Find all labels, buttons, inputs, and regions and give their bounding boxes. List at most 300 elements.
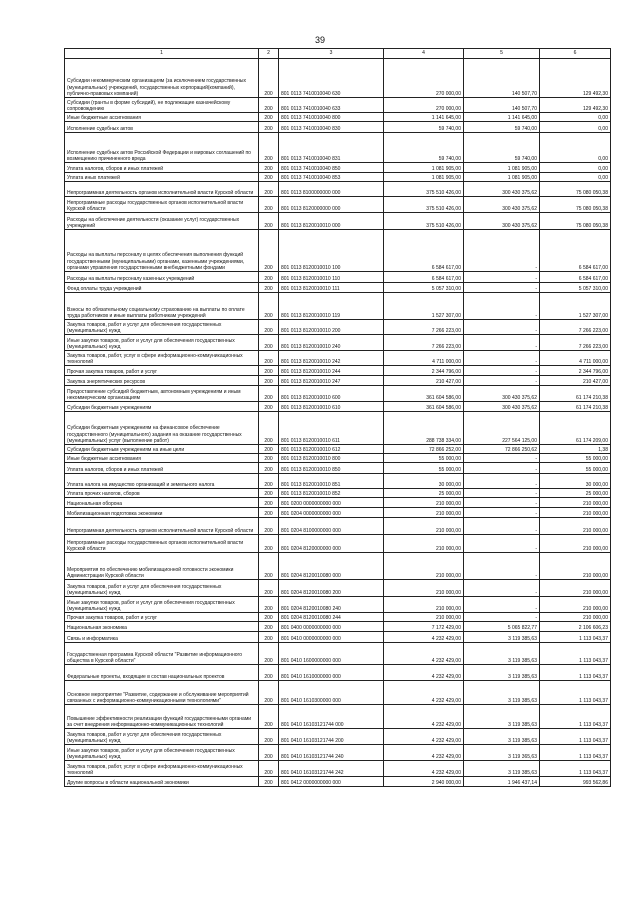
cell-unexecuted-amount: 6 584 617,00 bbox=[540, 272, 611, 283]
cell-executed-amount: 227 564 125,00 bbox=[464, 412, 540, 445]
cell-executed-amount: 3 119 385,63 bbox=[464, 681, 540, 705]
cell-unexecuted-amount: 993 562,86 bbox=[540, 777, 611, 787]
cell-classification-code: 801 0113 7410010040 831 bbox=[279, 133, 384, 163]
cell-classification-code: 801 0410 1610300000 000 bbox=[279, 681, 384, 705]
table-row bbox=[65, 632, 611, 643]
cell-name: Предоставление субсидий бюджетным, автономным учреждениям и иным некоммерческим организациям bbox=[65, 386, 259, 402]
cell-approved-amount: 55 000,00 bbox=[384, 454, 464, 463]
cell-code: 200 bbox=[259, 412, 279, 445]
cell-classification-code: 801 0113 8120010010 242 bbox=[279, 351, 384, 366]
table-row bbox=[65, 761, 611, 777]
cell-classification-code: 801 0410 16103121744 000 bbox=[279, 705, 384, 729]
cell-code: 200 bbox=[259, 454, 279, 463]
cell-code: 200 bbox=[259, 59, 279, 98]
cell-unexecuted-amount: 61 174 209,00 bbox=[540, 412, 611, 445]
cell-approved-amount: 375 510 426,00 bbox=[384, 213, 464, 230]
cell-code: 200 bbox=[259, 745, 279, 761]
cell-executed-amount: - bbox=[464, 553, 540, 580]
cell-code: 200 bbox=[259, 293, 279, 320]
cell-approved-amount: 4 232 429,00 bbox=[384, 643, 464, 665]
table-row bbox=[65, 705, 611, 729]
cell-executed-amount: 1 141 645,00 bbox=[464, 113, 540, 122]
cell-unexecuted-amount: 0,00 bbox=[540, 113, 611, 122]
table-row bbox=[65, 335, 611, 351]
cell-code: 200 bbox=[259, 498, 279, 508]
cell-classification-code: 801 0113 7410010040 800 bbox=[279, 113, 384, 122]
cell-executed-amount: 300 430 375,62 bbox=[464, 402, 540, 412]
table-row bbox=[65, 681, 611, 705]
cell-classification-code: 801 0113 8120010010 852 bbox=[279, 489, 384, 498]
cell-classification-code: 801 0204 8120000000 000 bbox=[279, 535, 384, 553]
cell-code: 200 bbox=[259, 122, 279, 133]
header-col-2: 2 bbox=[259, 49, 279, 59]
cell-code: 200 bbox=[259, 489, 279, 498]
cell-executed-amount: - bbox=[464, 498, 540, 508]
cell-approved-amount: 2 940 000,00 bbox=[384, 777, 464, 787]
cell-approved-amount: 4 232 429,00 bbox=[384, 705, 464, 729]
cell-approved-amount: 270 000,00 bbox=[384, 98, 464, 113]
table-row bbox=[65, 553, 611, 580]
cell-code: 200 bbox=[259, 113, 279, 122]
table-row bbox=[65, 293, 611, 320]
cell-approved-amount: 7 266 223,00 bbox=[384, 320, 464, 335]
cell-approved-amount: 30 000,00 bbox=[384, 474, 464, 489]
table-row bbox=[65, 213, 611, 230]
cell-executed-amount: 59 740,00 bbox=[464, 122, 540, 133]
cell-executed-amount: 300 430 375,62 bbox=[464, 182, 540, 197]
cell-executed-amount: 72 866 250,62 bbox=[464, 445, 540, 454]
cell-executed-amount: - bbox=[464, 489, 540, 498]
table-row bbox=[65, 113, 611, 122]
cell-code: 200 bbox=[259, 665, 279, 681]
cell-approved-amount: 210 000,00 bbox=[384, 580, 464, 597]
cell-executed-amount: - bbox=[464, 580, 540, 597]
cell-classification-code: 801 0204 0000000000 000 bbox=[279, 508, 384, 518]
cell-classification-code: 801 0204 8120010080 200 bbox=[279, 580, 384, 597]
cell-code: 200 bbox=[259, 366, 279, 376]
cell-code: 200 bbox=[259, 376, 279, 386]
cell-executed-amount: 3 119 385,63 bbox=[464, 705, 540, 729]
cell-unexecuted-amount: 4 711 000,00 bbox=[540, 351, 611, 366]
cell-code: 200 bbox=[259, 761, 279, 777]
table-row bbox=[65, 412, 611, 445]
cell-code: 200 bbox=[259, 283, 279, 293]
cell-approved-amount: 288 738 334,00 bbox=[384, 412, 464, 445]
cell-executed-amount: 3 119 385,63 bbox=[464, 632, 540, 643]
table-row bbox=[65, 197, 611, 213]
cell-approved-amount: 1 141 645,00 bbox=[384, 113, 464, 122]
table-row bbox=[65, 402, 611, 412]
cell-name: Уплата налога на имущество организаций и земельного налога bbox=[65, 474, 259, 489]
cell-approved-amount: 6 584 617,00 bbox=[384, 230, 464, 272]
cell-executed-amount: 140 507,70 bbox=[464, 98, 540, 113]
cell-executed-amount: - bbox=[464, 230, 540, 272]
cell-unexecuted-amount: 210 000,00 bbox=[540, 535, 611, 553]
cell-name: Субсидии (гранты в форме субсидий), не подлежащие казначейскому сопровождению bbox=[65, 98, 259, 113]
cell-code: 200 bbox=[259, 320, 279, 335]
cell-name: Закупка товаров, работ и услуг для обеспечения государственных (муниципальных) нужд bbox=[65, 320, 259, 335]
cell-executed-amount: 3 119 365,63 bbox=[464, 745, 540, 761]
cell-name: Исполнение судебных актов bbox=[65, 122, 259, 133]
cell-executed-amount: 1 946 437,14 bbox=[464, 777, 540, 787]
cell-unexecuted-amount: 61 174 210,38 bbox=[540, 386, 611, 402]
cell-name: Прочая закупка товаров, работ и услуг bbox=[65, 613, 259, 622]
cell-unexecuted-amount: 0,00 bbox=[540, 133, 611, 163]
cell-unexecuted-amount: 1 113 043,37 bbox=[540, 665, 611, 681]
cell-unexecuted-amount: 6 584 617,00 bbox=[540, 230, 611, 272]
cell-name: Иные бюджетные ассигнования bbox=[65, 454, 259, 463]
cell-code: 200 bbox=[259, 518, 279, 535]
cell-code: 200 bbox=[259, 197, 279, 213]
table-row bbox=[65, 386, 611, 402]
cell-executed-amount: - bbox=[464, 454, 540, 463]
cell-classification-code: 801 0113 8120010010 612 bbox=[279, 445, 384, 454]
cell-executed-amount: - bbox=[464, 518, 540, 535]
cell-code: 200 bbox=[259, 173, 279, 182]
cell-approved-amount: 375 510 426,00 bbox=[384, 182, 464, 197]
header-col-4: 4 bbox=[384, 49, 464, 59]
cell-code: 200 bbox=[259, 335, 279, 351]
cell-code: 200 bbox=[259, 351, 279, 366]
cell-executed-amount: 3 119 385,63 bbox=[464, 729, 540, 745]
cell-executed-amount: 59 740,00 bbox=[464, 133, 540, 163]
cell-executed-amount: 1 081 905,00 bbox=[464, 163, 540, 173]
table-row bbox=[65, 173, 611, 182]
cell-code: 200 bbox=[259, 182, 279, 197]
table-row bbox=[65, 535, 611, 553]
cell-code: 200 bbox=[259, 508, 279, 518]
cell-approved-amount: 361 604 586,00 bbox=[384, 402, 464, 412]
cell-approved-amount: 4 232 429,00 bbox=[384, 745, 464, 761]
header-col-3: 3 bbox=[279, 49, 384, 59]
cell-name: Уплата прочих налогов, сборов bbox=[65, 489, 259, 498]
cell-approved-amount: 210 000,00 bbox=[384, 613, 464, 622]
cell-name: Расходы на обеспечение деятельности (оказание услуг) государственных учреждений bbox=[65, 213, 259, 230]
cell-approved-amount: 2 344 796,00 bbox=[384, 366, 464, 376]
table-row bbox=[65, 133, 611, 163]
cell-classification-code: 801 0204 8120010080 244 bbox=[279, 613, 384, 622]
cell-classification-code: 801 0113 7410010040 830 bbox=[279, 122, 384, 133]
cell-approved-amount: 72 866 252,00 bbox=[384, 445, 464, 454]
cell-classification-code: 801 0204 8120010080 240 bbox=[279, 597, 384, 613]
table-row bbox=[65, 745, 611, 761]
cell-code: 200 bbox=[259, 230, 279, 272]
cell-approved-amount: 5 057 310,00 bbox=[384, 283, 464, 293]
cell-classification-code: 801 0410 16103121744 240 bbox=[279, 745, 384, 761]
cell-executed-amount: 300 430 375,62 bbox=[464, 213, 540, 230]
table-row bbox=[65, 98, 611, 113]
cell-code: 200 bbox=[259, 553, 279, 580]
cell-classification-code: 801 0113 8120010010 111 bbox=[279, 283, 384, 293]
cell-classification-code: 801 0113 8120000000 000 bbox=[279, 197, 384, 213]
cell-approved-amount: 55 000,00 bbox=[384, 463, 464, 474]
cell-name: Иные бюджетные ассигнования bbox=[65, 113, 259, 122]
cell-executed-amount: 3 119 385,63 bbox=[464, 665, 540, 681]
table-row bbox=[65, 122, 611, 133]
table-row bbox=[65, 643, 611, 665]
cell-code: 200 bbox=[259, 163, 279, 173]
cell-approved-amount: 210 000,00 bbox=[384, 535, 464, 553]
cell-code: 200 bbox=[259, 643, 279, 665]
cell-approved-amount: 270 000,00 bbox=[384, 59, 464, 98]
cell-code: 200 bbox=[259, 535, 279, 553]
cell-name: Иные закупки товаров, работ и услуг для обеспечения государственных (муниципальных) нужд bbox=[65, 597, 259, 613]
cell-unexecuted-amount: 5 057 310,00 bbox=[540, 283, 611, 293]
cell-code: 200 bbox=[259, 213, 279, 230]
cell-code: 200 bbox=[259, 580, 279, 597]
cell-classification-code: 801 0410 0000000000 000 bbox=[279, 632, 384, 643]
cell-classification-code: 801 0410 16103121744 242 bbox=[279, 761, 384, 777]
cell-unexecuted-amount: 7 266 223,00 bbox=[540, 335, 611, 351]
cell-classification-code: 801 0113 7410010040 850 bbox=[279, 163, 384, 173]
cell-unexecuted-amount: 210 000,00 bbox=[540, 518, 611, 535]
cell-classification-code: 801 0113 7410010040 633 bbox=[279, 98, 384, 113]
cell-unexecuted-amount: 0,00 bbox=[540, 122, 611, 133]
cell-approved-amount: 7 266 223,00 bbox=[384, 335, 464, 351]
cell-classification-code: 801 0410 1610000000 000 bbox=[279, 665, 384, 681]
cell-unexecuted-amount: 2 106 606,23 bbox=[540, 622, 611, 632]
cell-executed-amount: 300 430 375,62 bbox=[464, 386, 540, 402]
cell-executed-amount: 3 119 385,63 bbox=[464, 761, 540, 777]
cell-approved-amount: 4 232 429,00 bbox=[384, 761, 464, 777]
cell-name: Расходы на выплаты персоналу в целях обеспечения выполнения функций государственными (муниципальными) органами, казенными учреждениями, органами управления государственными внебюджетными фондами bbox=[65, 230, 259, 272]
cell-name: Государственная программа Курской области "Развитие информационного общества в Курской области" bbox=[65, 643, 259, 665]
cell-executed-amount: - bbox=[464, 366, 540, 376]
table-row bbox=[65, 580, 611, 597]
table-row bbox=[65, 729, 611, 745]
cell-unexecuted-amount: 25 000,00 bbox=[540, 489, 611, 498]
cell-name: Прочая закупка товаров, работ и услуг bbox=[65, 366, 259, 376]
cell-executed-amount: - bbox=[464, 463, 540, 474]
cell-executed-amount: 5 065 822,77 bbox=[464, 622, 540, 632]
cell-classification-code: 801 0113 7410010040 630 bbox=[279, 59, 384, 98]
cell-classification-code: 801 0113 8120010010 110 bbox=[279, 272, 384, 283]
cell-unexecuted-amount: 0,00 bbox=[540, 163, 611, 173]
cell-code: 200 bbox=[259, 98, 279, 113]
cell-name: Непрограммная деятельность органов исполнительной власти Курской области bbox=[65, 518, 259, 535]
cell-unexecuted-amount: 7 266 223,00 bbox=[540, 320, 611, 335]
cell-code: 200 bbox=[259, 402, 279, 412]
cell-code: 200 bbox=[259, 681, 279, 705]
cell-code: 200 bbox=[259, 474, 279, 489]
cell-classification-code: 801 0113 8120010010 800 bbox=[279, 454, 384, 463]
cell-code: 200 bbox=[259, 463, 279, 474]
table-row bbox=[65, 508, 611, 518]
cell-classification-code: 801 0204 8120010080 000 bbox=[279, 553, 384, 580]
cell-unexecuted-amount: 0,00 bbox=[540, 173, 611, 182]
cell-classification-code: 801 0113 8120010010 851 bbox=[279, 474, 384, 489]
cell-unexecuted-amount: 210 000,00 bbox=[540, 613, 611, 622]
header-col-6: 6 bbox=[540, 49, 611, 59]
cell-unexecuted-amount: 75 080 050,38 bbox=[540, 197, 611, 213]
cell-approved-amount: 4 232 429,00 bbox=[384, 632, 464, 643]
cell-classification-code: 801 0113 8120010010 611 bbox=[279, 412, 384, 445]
cell-executed-amount: - bbox=[464, 272, 540, 283]
table-row bbox=[65, 59, 611, 98]
cell-name: Субсидии некоммерческим организациям (за исключением государственных (муниципальных) учреждений, государственных корпораций(компаний), публично-правовых компаний) bbox=[65, 59, 259, 98]
cell-executed-amount: - bbox=[464, 597, 540, 613]
cell-approved-amount: 210 000,00 bbox=[384, 597, 464, 613]
cell-name: Мобилизационная подготовка экономики bbox=[65, 508, 259, 518]
cell-unexecuted-amount: 55 000,00 bbox=[540, 454, 611, 463]
header-col-1: 1 bbox=[65, 49, 259, 59]
cell-name: Иные закупки товаров, работ и услуг для обеспечения государственных (муниципальных) нужд bbox=[65, 745, 259, 761]
cell-unexecuted-amount: 1 113 043,37 bbox=[540, 643, 611, 665]
cell-approved-amount: 4 232 429,00 bbox=[384, 681, 464, 705]
cell-code: 200 bbox=[259, 272, 279, 283]
cell-name: Основное мероприятие "Развитие, содержание и обслуживание мероприятий связанных с информационно-коммуникационными технологиями" bbox=[65, 681, 259, 705]
cell-unexecuted-amount: 2 344 796,00 bbox=[540, 366, 611, 376]
table-row bbox=[65, 163, 611, 173]
cell-unexecuted-amount: 1 527 307,00 bbox=[540, 293, 611, 320]
cell-unexecuted-amount: 1 113 043,37 bbox=[540, 705, 611, 729]
cell-executed-amount: - bbox=[464, 508, 540, 518]
cell-classification-code: 801 0113 8120010010 240 bbox=[279, 335, 384, 351]
cell-executed-amount: 1 081 905,00 bbox=[464, 173, 540, 182]
cell-unexecuted-amount: 1 113 043,37 bbox=[540, 632, 611, 643]
cell-approved-amount: 7 172 429,00 bbox=[384, 622, 464, 632]
cell-name: Уплата налогов, сборов и иных платежей bbox=[65, 463, 259, 474]
cell-name: Непрограммные расходы государственных органов исполнительной власти Курской области bbox=[65, 197, 259, 213]
cell-name: Другие вопросы в области национальной экономики bbox=[65, 777, 259, 787]
cell-unexecuted-amount: 1 113 043,37 bbox=[540, 745, 611, 761]
cell-code: 200 bbox=[259, 386, 279, 402]
cell-executed-amount: - bbox=[464, 283, 540, 293]
cell-name: Закупка товаров, работ, услуг в сфере информационно-коммуникационных технологий bbox=[65, 351, 259, 366]
table-row bbox=[65, 351, 611, 366]
cell-name: Уплата иных платежей bbox=[65, 173, 259, 182]
cell-classification-code: 801 0113 8120010010 000 bbox=[279, 213, 384, 230]
cell-name: Непрограммные расходы государственных органов исполнительной власти Курской области bbox=[65, 535, 259, 553]
cell-classification-code: 801 0400 0000000000 000 bbox=[279, 622, 384, 632]
cell-classification-code: 801 0113 8120010010 850 bbox=[279, 463, 384, 474]
cell-unexecuted-amount: 129 492,30 bbox=[540, 98, 611, 113]
table-row bbox=[65, 366, 611, 376]
cell-name: Уплата налогов, сборов и иных платежей bbox=[65, 163, 259, 173]
cell-approved-amount: 25 000,00 bbox=[384, 489, 464, 498]
cell-classification-code: 801 0204 8100000000 000 bbox=[279, 518, 384, 535]
table-row bbox=[65, 597, 611, 613]
cell-code: 200 bbox=[259, 445, 279, 454]
table-row bbox=[65, 474, 611, 489]
cell-approved-amount: 6 584 617,00 bbox=[384, 272, 464, 283]
table-row bbox=[65, 463, 611, 474]
cell-unexecuted-amount: 75 080 050,38 bbox=[540, 213, 611, 230]
table-row bbox=[65, 613, 611, 622]
cell-executed-amount: - bbox=[464, 535, 540, 553]
table-row bbox=[65, 498, 611, 508]
table-header-row bbox=[65, 49, 611, 59]
table-row bbox=[65, 320, 611, 335]
cell-unexecuted-amount: 30 000,00 bbox=[540, 474, 611, 489]
budget-execution-table bbox=[64, 48, 611, 787]
cell-code: 200 bbox=[259, 622, 279, 632]
cell-name: Фонд оплаты труда учреждений bbox=[65, 283, 259, 293]
cell-name: Повышение эффективности реализации функций государственными органами за счет внедрения информационно-коммуникационных технологий bbox=[65, 705, 259, 729]
cell-approved-amount: 1 081 905,00 bbox=[384, 163, 464, 173]
cell-classification-code: 801 0410 1600000000 000 bbox=[279, 643, 384, 665]
cell-executed-amount: - bbox=[464, 351, 540, 366]
cell-approved-amount: 59 740,00 bbox=[384, 133, 464, 163]
cell-executed-amount: - bbox=[464, 474, 540, 489]
cell-unexecuted-amount: 129 492,30 bbox=[540, 59, 611, 98]
cell-classification-code: 801 0113 8120010010 247 bbox=[279, 376, 384, 386]
cell-approved-amount: 59 740,00 bbox=[384, 122, 464, 133]
cell-code: 200 bbox=[259, 632, 279, 643]
cell-unexecuted-amount: 210 000,00 bbox=[540, 553, 611, 580]
cell-name: Мероприятия по обеспечению мобилизационной готовности экономики Администрации Курской области bbox=[65, 553, 259, 580]
cell-approved-amount: 210 427,00 bbox=[384, 376, 464, 386]
table-row bbox=[65, 454, 611, 463]
cell-name: Исполнение судебных актов Российской Федерации и мировых соглашений по возмещению причиненного вреда bbox=[65, 133, 259, 163]
cell-executed-amount: - bbox=[464, 335, 540, 351]
cell-classification-code: 801 0200 0000000000 000 bbox=[279, 498, 384, 508]
cell-unexecuted-amount: 1 113 043,37 bbox=[540, 761, 611, 777]
cell-unexecuted-amount: 210 000,00 bbox=[540, 597, 611, 613]
cell-unexecuted-amount: 1 113 043,37 bbox=[540, 729, 611, 745]
cell-classification-code: 801 0113 8120010010 100 bbox=[279, 230, 384, 272]
cell-name: Закупка товаров, работ и услуг для обеспечения государственных (муниципальных) нужд bbox=[65, 580, 259, 597]
table-row bbox=[65, 777, 611, 787]
cell-approved-amount: 375 510 426,00 bbox=[384, 197, 464, 213]
cell-classification-code: 801 0113 8120010010 200 bbox=[279, 320, 384, 335]
cell-executed-amount: - bbox=[464, 613, 540, 622]
cell-name: Субсидии бюджетным учреждениям bbox=[65, 402, 259, 412]
table-row bbox=[65, 376, 611, 386]
page-number: 39 bbox=[314, 35, 325, 45]
cell-name: Связь и информатика bbox=[65, 632, 259, 643]
cell-approved-amount: 210 000,00 bbox=[384, 508, 464, 518]
cell-name: Закупка энергетических ресурсов bbox=[65, 376, 259, 386]
cell-classification-code: 801 0113 8100000000 000 bbox=[279, 182, 384, 197]
cell-name: Национальная оборона bbox=[65, 498, 259, 508]
cell-classification-code: 801 0412 0000000000 000 bbox=[279, 777, 384, 787]
cell-classification-code: 801 0113 8120010010 600 bbox=[279, 386, 384, 402]
cell-approved-amount: 210 000,00 bbox=[384, 498, 464, 508]
cell-code: 200 bbox=[259, 613, 279, 622]
cell-unexecuted-amount: 210 000,00 bbox=[540, 580, 611, 597]
cell-name: Закупка товаров, работ и услуг для обеспечения государственных (муниципальных) нужд bbox=[65, 729, 259, 745]
cell-name: Непрограммная деятельность органов исполнительной власти Курской области bbox=[65, 182, 259, 197]
cell-executed-amount: 140 507,70 bbox=[464, 59, 540, 98]
table-row bbox=[65, 489, 611, 498]
cell-name: Взносы по обязательному социальному страхованию на выплаты по оплате труда работников и иные выплаты работникам учреждений bbox=[65, 293, 259, 320]
cell-code: 200 bbox=[259, 729, 279, 745]
cell-unexecuted-amount: 210 427,00 bbox=[540, 376, 611, 386]
cell-approved-amount: 4 711 000,00 bbox=[384, 351, 464, 366]
table-row bbox=[65, 272, 611, 283]
table-row bbox=[65, 182, 611, 197]
cell-classification-code: 801 0410 16103121744 200 bbox=[279, 729, 384, 745]
cell-classification-code: 801 0113 7410010040 853 bbox=[279, 173, 384, 182]
cell-unexecuted-amount: 55 000,00 bbox=[540, 463, 611, 474]
table-row bbox=[65, 622, 611, 632]
cell-executed-amount: 300 430 375,62 bbox=[464, 197, 540, 213]
table-row bbox=[65, 518, 611, 535]
cell-approved-amount: 361 604 586,00 bbox=[384, 386, 464, 402]
cell-unexecuted-amount: 1 113 043,37 bbox=[540, 681, 611, 705]
cell-executed-amount: - bbox=[464, 293, 540, 320]
cell-unexecuted-amount: 75 080 050,38 bbox=[540, 182, 611, 197]
cell-classification-code: 801 0113 8120010010 610 bbox=[279, 402, 384, 412]
table-row bbox=[65, 283, 611, 293]
cell-name: Закупка товаров, работ, услуг в сфере информационно-коммуникационных технологий bbox=[65, 761, 259, 777]
cell-classification-code: 801 0113 8120010010 244 bbox=[279, 366, 384, 376]
cell-executed-amount: - bbox=[464, 376, 540, 386]
table-row bbox=[65, 445, 611, 454]
cell-approved-amount: 1 527 307,00 bbox=[384, 293, 464, 320]
cell-unexecuted-amount: 61 174 210,38 bbox=[540, 402, 611, 412]
